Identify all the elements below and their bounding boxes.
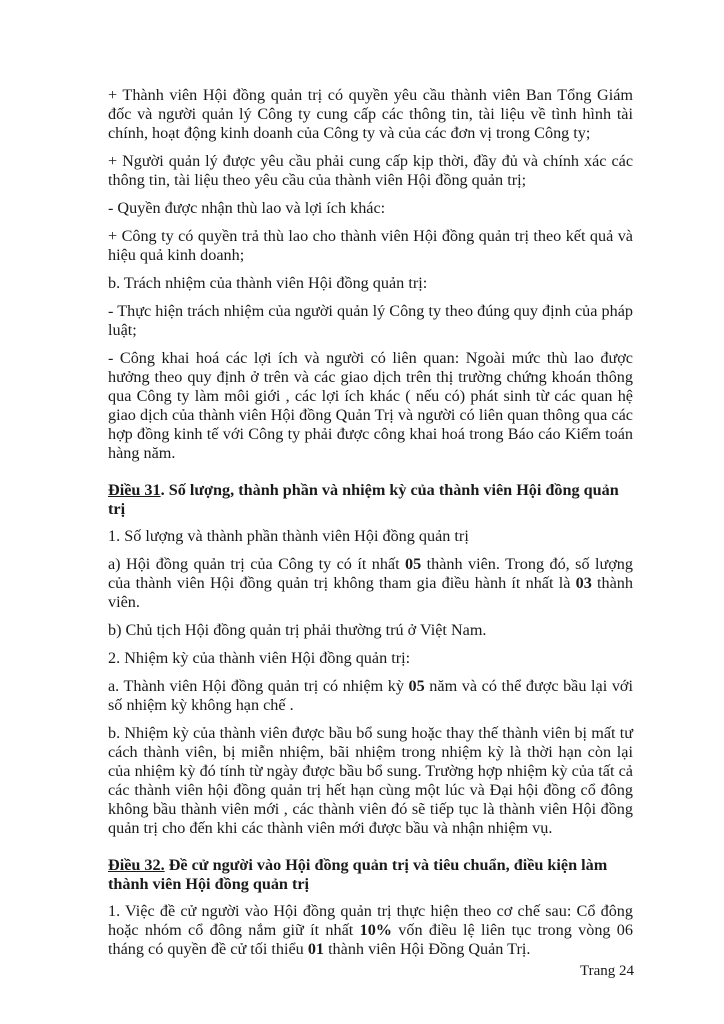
paragraph: + Người quản lý được yêu cầu phải cung cấp kịp thời, đầy đủ và chính xác các thông tin, tài liệu theo yêu cầu của thành viên Hội đồng quản trị; [108, 152, 633, 189]
paragraph: 2. Nhiệm kỳ của thành viên Hội đồng quản trị: [108, 649, 411, 667]
paragraph: b) Chủ tịch Hội đồng quản trị phải thường trú ở Việt Nam. [108, 621, 487, 639]
paragraph: b. Nhiệm kỳ của thành viên được bầu bổ sung hoặc thay thế thành viên bị mất tư cách thành viên, bị miễn nhiệm, bãi nhiệm trong nhiệm kỳ là thời hạn còn lại của nhiệm kỳ đó tính từ ngày được bầu bổ sung. Trường hợp nhiệm kỳ của tất cả các thành viên hội đồng quản trị hết hạn cùng một lúc và Đại hội đồng cổ đông không bầu thành viên mới , các thành viên đó sẽ tiếp tục là thành viên Hội đồng quản trị cho đến khi các thành viên mới được bầu và nhận nhiệm vụ. [108, 724, 633, 837]
text: thành viên Hội Đồng Quản Trị. [324, 940, 531, 958]
article-number: Điều 32. [108, 856, 165, 874]
bold-number: 03 [575, 574, 592, 592]
bold-number: 10% [359, 921, 392, 939]
paragraph [108, 555, 633, 612]
text: 1. Việc đề cử người vào Hội đồng quản trị thực hiện theo cơ chế sau: Cổ đông hoặc nhóm cổ đông nắm giữ ít nhất [108, 902, 633, 939]
bold-number: 05 [405, 555, 422, 573]
article-number: Điều 31 [108, 481, 161, 499]
paragraph [108, 902, 633, 959]
article-title: Đề cử người vào Hội đồng quản trị và tiêu chuẩn, điều kiện làm thành viên Hội đồng quản trị [108, 856, 608, 893]
text: năm và có thể được bầu lại với số nhiệm kỳ không hạn chế . [108, 677, 633, 714]
paragraph [108, 677, 633, 715]
page-number: Trang 24 [580, 963, 635, 979]
paragraph: b. Trách nhiệm của thành viên Hội đồng quản trị: [108, 274, 428, 292]
text: thành viên. Trong đó, số lượng của thành viên Hội đồng quản trị không tham gia điều hành ít nhất là [108, 555, 633, 592]
article-31-heading [108, 481, 633, 519]
text: thành viên. [108, 574, 633, 611]
paragraph: 1. Số lượng và thành phần thành viên Hội đồng quản trị [108, 527, 469, 545]
text: a) Hội đồng quản trị của Công ty có ít nhất [108, 555, 406, 573]
document-page [108, 86, 633, 968]
text: a. Thành viên Hội đồng quản trị có nhiệm kỳ [108, 677, 409, 695]
paragraph: - Thực hiện trách nhiệm của người quản lý Công ty theo đúng quy định của pháp luật; [108, 302, 633, 339]
article-title: . Số lượng, thành phần và nhiệm kỳ của thành viên Hội đồng quản trị [108, 481, 619, 518]
paragraph: + Công ty có quyền trả thù lao cho thành viên Hội đồng quản trị theo kết quả và hiệu quả kinh doanh; [108, 227, 633, 264]
paragraph: - Công khai hoá các lợi ích và người có liên quan: Ngoài mức thù lao được hưởng theo quy định ở trên và các giao dịch trên thị trường chứng khoán thông qua Công ty làm môi giới , các lợi ích khác ( nếu có) phát sinh từ các quan hệ giao dịch của thành viên Hội đồng Quản Trị và người có liên quan thông qua các hợp đồng kinh tế với Công ty phải được công khai hoá trong Báo cáo Kiểm toán hàng năm. [108, 349, 633, 462]
bold-number: 05 [408, 677, 425, 695]
paragraph: - Quyền được nhận thù lao và lợi ích khác: [108, 199, 386, 217]
article-32-heading [108, 856, 633, 894]
paragraph: + Thành viên Hội đồng quản trị có quyền yêu cầu thành viên Ban Tổng Giám đốc và người quản lý Công ty cung cấp các thông tin, tài liệu về tình hình tài chính, hoạt động kinh doanh của Công ty và của các đơn vị trong Công ty; [108, 86, 633, 142]
text: vốn điều lệ liên tục trong vòng 06 tháng có quyền đề cử tối thiểu [108, 921, 633, 958]
bold-number: 01 [307, 940, 325, 958]
